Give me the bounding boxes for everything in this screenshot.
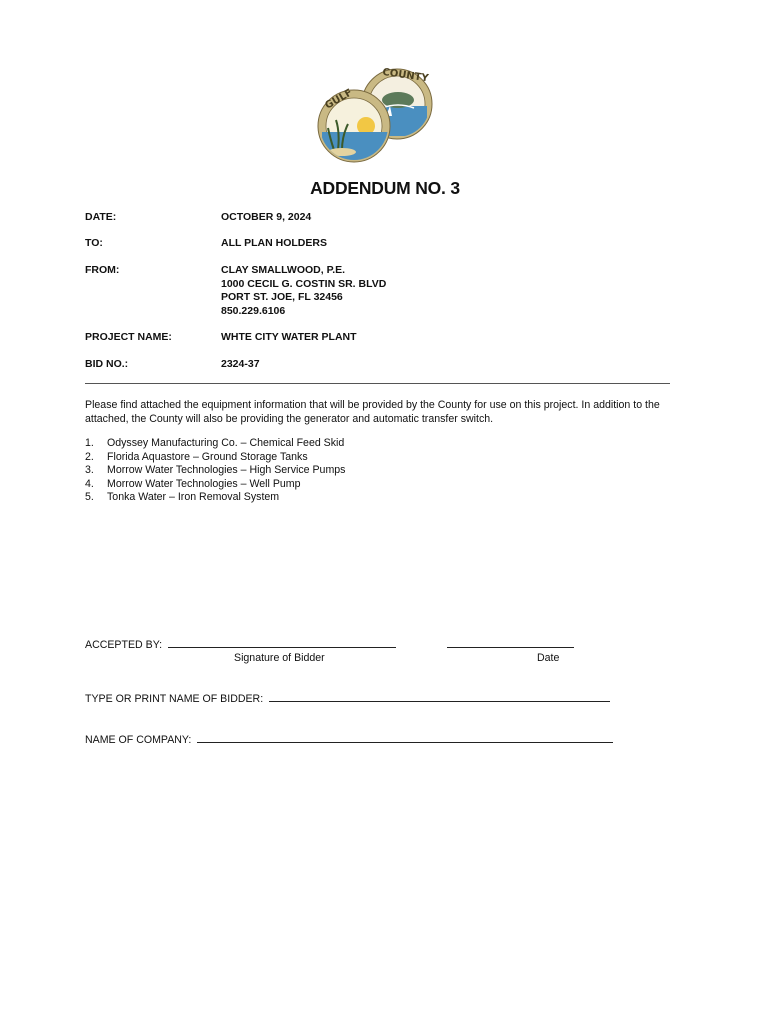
accepted-by-label: ACCEPTED BY: (85, 639, 163, 651)
to-label: TO: (85, 237, 103, 249)
print-name-label: TYPE OR PRINT NAME OF BIDDER: (85, 693, 264, 705)
list-item: 2. Florida Aquastore – Ground Storage Tanks (85, 450, 308, 463)
divider (85, 383, 670, 384)
print-name-line[interactable] (269, 692, 610, 702)
logo-text-gulf: GULF (323, 87, 355, 112)
signature-caption: Signature of Bidder (234, 652, 325, 664)
project-name-label: PROJECT NAME: (85, 331, 172, 343)
print-name-row (85, 692, 610, 706)
list-item: 1. Odyssey Manufacturing Co. – Chemical Feed Skid (85, 437, 345, 449)
logo-text-county: COUNTY (381, 66, 430, 85)
gulf-county-logo (312, 64, 442, 164)
intro-paragraph: Please find attached the equipment information that will be provided by the County for use on this project. In addition to the attached, the County will also be providing the generator and automatic transfer switch. (85, 399, 660, 425)
company-label: NAME OF COMPANY: (85, 734, 192, 746)
project-name-value: WHTE CITY WATER PLANT (221, 331, 357, 343)
equipment-list (85, 437, 345, 505)
from-line: 850.229.6106 (221, 304, 286, 317)
document-title: ADDENDUM NO. 3 (310, 178, 460, 198)
from-line: CLAY SMALLWOOD, P.E. (221, 264, 346, 276)
date-line[interactable] (447, 638, 574, 648)
list-item: 4. Morrow Water Technologies – Well Pump (85, 477, 301, 490)
from-label: FROM: (85, 264, 120, 276)
date-label: DATE: (85, 211, 117, 223)
bid-number-label: BID NO.: (85, 358, 129, 370)
from-line: 1000 CECIL G. COSTIN SR. BLVD (221, 277, 387, 290)
bid-number-value: 2324-37 (221, 358, 260, 370)
list-item: 3. Morrow Water Technologies – High Service Pumps (85, 464, 346, 476)
list-item: 5. Tonka Water – Iron Removal System (85, 491, 280, 503)
from-address (221, 264, 386, 318)
company-row (85, 733, 613, 747)
accepted-by-row (85, 638, 396, 652)
date-value: OCTOBER 9, 2024 (221, 211, 312, 223)
date-caption: Date (537, 652, 560, 664)
from-line: PORT ST. JOE, FL 32456 (221, 291, 343, 303)
signature-line[interactable] (168, 638, 396, 648)
company-line[interactable] (197, 733, 613, 743)
to-value: ALL PLAN HOLDERS (221, 237, 327, 249)
